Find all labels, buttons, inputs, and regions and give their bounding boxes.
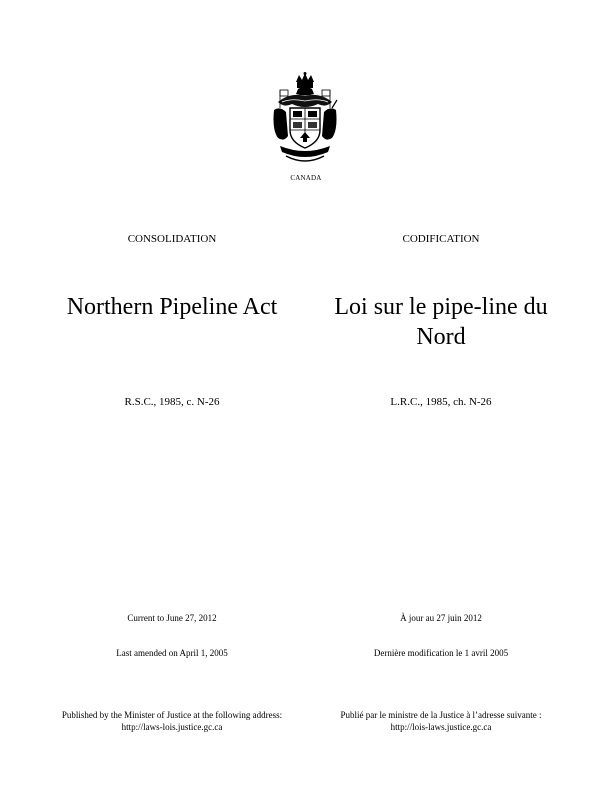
french-url-link[interactable]: http://lois-laws.justice.gc.ca <box>390 722 492 732</box>
english-act-title: Northern Pipeline Act <box>66 294 278 320</box>
english-publisher-text: Published by the Minister of Justice at the following address: <box>61 710 283 720</box>
consolidation-label: CONSOLIDATION <box>127 233 217 245</box>
french-citation: L.R.C., 1985, ch. N-26 <box>390 396 492 408</box>
coat-of-arms-icon <box>270 72 340 166</box>
codification-label: CODIFICATION <box>402 233 480 245</box>
french-act-title: Loi sur le pipe-line du Nord <box>334 294 548 350</box>
english-publisher-note <box>47 709 297 733</box>
french-publisher-text: Publié par le ministre de la Justice à l’adresse suivante : <box>340 710 542 720</box>
english-current-date: Current to June 27, 2012 <box>127 613 217 623</box>
english-url-link[interactable]: http://laws-lois.justice.gc.ca <box>121 722 223 732</box>
french-current-date: À jour au 27 juin 2012 <box>400 613 482 623</box>
french-last-amended: Dernière modification le 1 avril 2005 <box>373 648 509 658</box>
french-publisher-note <box>316 709 566 733</box>
country-label: CANADA <box>290 174 322 182</box>
english-citation: R.S.C., 1985, c. N-26 <box>124 396 220 408</box>
english-last-amended: Last amended on April 1, 2005 <box>116 648 228 658</box>
